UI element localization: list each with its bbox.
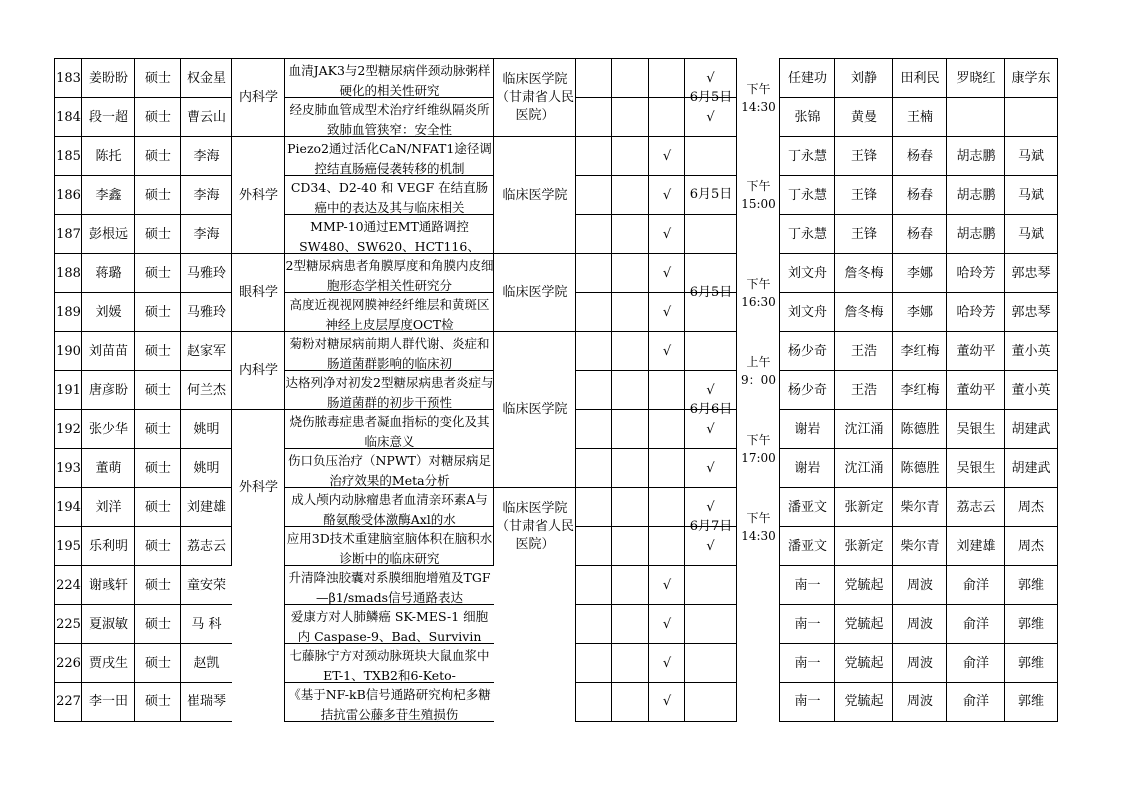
check-mark: √ xyxy=(684,448,737,488)
student-name: 陈托 xyxy=(81,136,135,176)
check-mark xyxy=(575,487,612,527)
advisor-name: 曹云山 xyxy=(180,97,232,137)
check-mark xyxy=(575,682,612,722)
advisor-name: 刘建雄 xyxy=(180,487,232,527)
department: 内科学 xyxy=(231,331,285,410)
check-mark xyxy=(611,604,649,644)
check-mark xyxy=(611,136,649,176)
check-mark xyxy=(575,331,612,371)
degree: 硕士 xyxy=(134,604,181,644)
examiner-name: 南一 xyxy=(779,682,835,722)
college: 临床医学院 xyxy=(493,136,576,254)
thesis-topic: 《基于NF-kB信号通路研究枸杞多糖拮抗雷公藤多苷生殖损伤 xyxy=(284,682,494,722)
student-name: 夏淑敏 xyxy=(81,604,135,644)
examiner-name: 丁永慧 xyxy=(779,214,835,254)
check-mark xyxy=(648,448,685,488)
examiner-name: 詹冬梅 xyxy=(834,292,893,332)
degree: 硕士 xyxy=(134,448,181,488)
check-mark: √ xyxy=(648,253,685,293)
degree: 硕士 xyxy=(134,175,181,215)
examiner-name xyxy=(946,97,1005,137)
examiner-name: 杨少奇 xyxy=(779,331,835,371)
student-name: 李鑫 xyxy=(81,175,135,215)
examiner-name: 詹冬梅 xyxy=(834,253,893,293)
examiner-name: 张新定 xyxy=(834,487,893,527)
examiner-name: 王锋 xyxy=(834,175,893,215)
examiner-name: 胡志鹏 xyxy=(946,214,1005,254)
degree: 硕士 xyxy=(134,136,181,176)
student-number: 187 xyxy=(54,214,82,254)
student-name: 蒋璐 xyxy=(81,253,135,293)
examiner-name: 周杰 xyxy=(1004,487,1058,527)
examiner-name: 陈德胜 xyxy=(892,448,947,488)
examiner-name: 马斌 xyxy=(1004,136,1058,176)
degree: 硕士 xyxy=(134,292,181,332)
examiner-name: 王楠 xyxy=(892,97,947,137)
student-number: 226 xyxy=(54,643,82,683)
advisor-name: 马雅玲 xyxy=(180,253,232,293)
student-number: 194 xyxy=(54,487,82,527)
check-mark xyxy=(611,565,649,605)
check-mark: √ xyxy=(684,370,737,410)
student-number: 225 xyxy=(54,604,82,644)
defense-time: 上午9：00 xyxy=(736,331,780,410)
check-mark: √ xyxy=(684,409,737,449)
student-name: 贾戌生 xyxy=(81,643,135,683)
examiner-name: 沈江涌 xyxy=(834,409,893,449)
check-mark xyxy=(684,643,737,683)
degree: 硕士 xyxy=(134,643,181,683)
examiner-name: 李娜 xyxy=(892,292,947,332)
check-mark xyxy=(575,97,612,137)
defense-date: 6月5日 xyxy=(684,253,737,332)
examiner-name: 马斌 xyxy=(1004,175,1058,215)
advisor-name: 马雅玲 xyxy=(180,292,232,332)
check-mark xyxy=(648,58,685,98)
thesis-topic: 2型糖尿病患者角膜厚度和角膜内皮细胞形态学相关性研究分 xyxy=(284,253,494,293)
student-number: 188 xyxy=(54,253,82,293)
degree: 硕士 xyxy=(134,565,181,605)
examiner-name: 杨少奇 xyxy=(779,370,835,410)
check-mark xyxy=(611,448,649,488)
check-mark xyxy=(648,370,685,410)
student-number: 195 xyxy=(54,526,82,566)
check-mark xyxy=(575,526,612,566)
examiner-name: 胡建武 xyxy=(1004,409,1058,449)
student-number: 186 xyxy=(54,175,82,215)
examiner-name: 王锋 xyxy=(834,136,893,176)
student-name: 段一超 xyxy=(81,97,135,137)
student-name: 李一田 xyxy=(81,682,135,722)
student-name: 谢彧轩 xyxy=(81,565,135,605)
advisor-name: 李海 xyxy=(180,136,232,176)
check-mark xyxy=(575,58,612,98)
defense-date: 6月5日 xyxy=(684,58,737,137)
thesis-topic: 烧伤脓毒症患者凝血指标的变化及其临床意义 xyxy=(284,409,494,449)
check-mark xyxy=(575,136,612,176)
examiner-name: 周波 xyxy=(892,682,947,722)
examiner-name: 党毓起 xyxy=(834,604,893,644)
check-mark: √ xyxy=(648,331,685,371)
check-mark xyxy=(611,292,649,332)
student-number: 184 xyxy=(54,97,82,137)
check-mark: √ xyxy=(648,565,685,605)
defense-date: 6月7日 xyxy=(684,487,737,566)
student-number: 227 xyxy=(54,682,82,722)
examiner-name: 周波 xyxy=(892,643,947,683)
check-mark xyxy=(648,409,685,449)
degree: 硕士 xyxy=(134,526,181,566)
thesis-topic: 升清降浊胶囊对系膜细胞增殖及TGF—β1/smads信号通路表达 xyxy=(284,565,494,605)
thesis-topic: 达格列净对初发2型糖尿病患者炎症与肠道菌群的初步干预性 xyxy=(284,370,494,410)
student-name: 刘苗苗 xyxy=(81,331,135,371)
check-mark xyxy=(611,331,649,371)
degree: 硕士 xyxy=(134,253,181,293)
check-mark xyxy=(684,565,737,605)
examiner-name: 俞洋 xyxy=(946,643,1005,683)
student-number: 192 xyxy=(54,409,82,449)
advisor-name: 权金星 xyxy=(180,58,232,98)
thesis-topic: Piezo2通过活化CaN/NFAT1途径调控结直肠癌侵袭转移的机制 xyxy=(284,136,494,176)
examiner-name: 董幼平 xyxy=(946,331,1005,371)
student-name: 董萌 xyxy=(81,448,135,488)
examiner-name: 刘建雄 xyxy=(946,526,1005,566)
examiner-name: 哈玲芳 xyxy=(946,253,1005,293)
student-name: 唐彦盼 xyxy=(81,370,135,410)
examiner-name: 王浩 xyxy=(834,331,893,371)
examiner-name: 胡建武 xyxy=(1004,448,1058,488)
examiner-name: 俞洋 xyxy=(946,565,1005,605)
student-name: 彭根远 xyxy=(81,214,135,254)
check-mark xyxy=(575,643,612,683)
college: 临床医学院（甘肃省人民医院） xyxy=(493,487,576,566)
examiner-name: 周波 xyxy=(892,604,947,644)
student-number: 224 xyxy=(54,565,82,605)
examiner-name: 杨春 xyxy=(892,175,947,215)
student-number: 193 xyxy=(54,448,82,488)
degree: 硕士 xyxy=(134,58,181,98)
check-mark xyxy=(611,526,649,566)
examiner-name: 党毓起 xyxy=(834,682,893,722)
thesis-topic: 菊粉对糖尿病前期人群代谢、炎症和肠道菌群影响的临床初 xyxy=(284,331,494,371)
advisor-name: 童安荣 xyxy=(180,565,232,605)
degree: 硕士 xyxy=(134,214,181,254)
examiner-name: 马斌 xyxy=(1004,214,1058,254)
defense-date: 6月5日 xyxy=(684,136,737,254)
college: 临床医学院 xyxy=(493,253,576,332)
student-number: 183 xyxy=(54,58,82,98)
degree: 硕士 xyxy=(134,487,181,527)
examiner-name: 党毓起 xyxy=(834,643,893,683)
thesis-topic: 高度近视视网膜神经纤维层和黄斑区神经上皮层厚度OCT检 xyxy=(284,292,494,332)
defense-date: 6月6日 xyxy=(684,331,737,488)
examiner-name: 董幼平 xyxy=(946,370,1005,410)
advisor-name: 赵家军 xyxy=(180,331,232,371)
examiner-name: 吴银生 xyxy=(946,448,1005,488)
check-mark xyxy=(611,97,649,137)
advisor-name: 李海 xyxy=(180,214,232,254)
examiner-name: 董小英 xyxy=(1004,370,1058,410)
defense-time: 下午14:30 xyxy=(736,487,780,566)
examiner-name: 王浩 xyxy=(834,370,893,410)
check-mark: √ xyxy=(648,604,685,644)
thesis-topic: 成人颅内动脉瘤患者血清亲环素A与酪氨酸受体激酶Axl的水 xyxy=(284,487,494,527)
check-mark xyxy=(575,604,612,644)
examiner-name: 李红梅 xyxy=(892,331,947,371)
examiner-name: 吴银生 xyxy=(946,409,1005,449)
advisor-name: 崔瑞琴 xyxy=(180,682,232,722)
examiner-name: 荔志云 xyxy=(946,487,1005,527)
examiner-name: 黄曼 xyxy=(834,97,893,137)
advisor-name: 姚明 xyxy=(180,448,232,488)
examiner-name: 刘静 xyxy=(834,58,893,98)
check-mark: √ xyxy=(684,526,737,566)
thesis-topic: 爱康方对人肺鳞癌 SK-MES-1 细胞内 Caspase-9、Bad、Survivin xyxy=(284,604,494,644)
defense-time: 下午14:30 xyxy=(736,58,780,137)
examiner-name: 南一 xyxy=(779,565,835,605)
examiner-name: 任建功 xyxy=(779,58,835,98)
college: 临床医学院（甘肃省人民医院） xyxy=(493,58,576,137)
advisor-name: 李海 xyxy=(180,175,232,215)
check-mark: √ xyxy=(684,97,737,137)
examiner-name: 南一 xyxy=(779,604,835,644)
examiner-name: 丁永慧 xyxy=(779,175,835,215)
check-mark: √ xyxy=(648,214,685,254)
examiner-name xyxy=(1004,97,1058,137)
check-mark xyxy=(575,292,612,332)
student-name: 刘媛 xyxy=(81,292,135,332)
thesis-topic: 血清JAK3与2型糖尿病伴颈动脉粥样硬化的相关性研究 xyxy=(284,58,494,98)
examiner-name: 刘文舟 xyxy=(779,292,835,332)
examiner-name: 胡志鹏 xyxy=(946,175,1005,215)
check-mark xyxy=(611,58,649,98)
examiner-name: 郭忠琴 xyxy=(1004,292,1058,332)
defense-time: 下午15:00 xyxy=(736,136,780,254)
examiner-name: 郭忠琴 xyxy=(1004,253,1058,293)
examiner-name: 郭维 xyxy=(1004,682,1058,722)
defense-time: 下午16:30 xyxy=(736,253,780,332)
check-mark: √ xyxy=(684,58,737,98)
check-mark: √ xyxy=(648,175,685,215)
examiner-name: 哈玲芳 xyxy=(946,292,1005,332)
department: 外科学 xyxy=(231,409,285,566)
check-mark xyxy=(611,409,649,449)
advisor-name: 姚明 xyxy=(180,409,232,449)
check-mark xyxy=(611,643,649,683)
student-name: 张少华 xyxy=(81,409,135,449)
check-mark xyxy=(611,487,649,527)
examiner-name: 沈江涌 xyxy=(834,448,893,488)
examiner-name: 郭维 xyxy=(1004,604,1058,644)
examiner-name: 田利民 xyxy=(892,58,947,98)
examiner-name: 周波 xyxy=(892,565,947,605)
examiner-name: 胡志鹏 xyxy=(946,136,1005,176)
check-mark xyxy=(575,409,612,449)
examiner-name: 俞洋 xyxy=(946,682,1005,722)
check-mark xyxy=(575,253,612,293)
examiner-name: 王锋 xyxy=(834,214,893,254)
degree: 硕士 xyxy=(134,331,181,371)
student-number: 185 xyxy=(54,136,82,176)
examiner-name: 谢岩 xyxy=(779,448,835,488)
thesis-topic: MMP-10通过EMT通路调控SW480、SW620、HCT116、 xyxy=(284,214,494,254)
examiner-name: 潘亚文 xyxy=(779,526,835,566)
check-mark xyxy=(611,214,649,254)
check-mark: √ xyxy=(648,136,685,176)
examiner-name: 杨春 xyxy=(892,136,947,176)
examiner-name: 丁永慧 xyxy=(779,136,835,176)
check-mark xyxy=(575,370,612,410)
advisor-name: 赵凯 xyxy=(180,643,232,683)
examiner-name: 谢岩 xyxy=(779,409,835,449)
thesis-topic: 应用3D技术重建脑室脑体积在脑积水诊断中的临床研究 xyxy=(284,526,494,566)
examiner-name: 陈德胜 xyxy=(892,409,947,449)
check-mark xyxy=(684,604,737,644)
examiner-name: 杨春 xyxy=(892,214,947,254)
check-mark: √ xyxy=(648,292,685,332)
check-mark xyxy=(575,565,612,605)
student-name: 刘洋 xyxy=(81,487,135,527)
examiner-name: 李红梅 xyxy=(892,370,947,410)
check-mark xyxy=(648,526,685,566)
check-mark xyxy=(611,253,649,293)
student-number: 189 xyxy=(54,292,82,332)
department: 外科学 xyxy=(231,136,285,254)
degree: 硕士 xyxy=(134,409,181,449)
student-number: 190 xyxy=(54,331,82,371)
examiner-name: 周杰 xyxy=(1004,526,1058,566)
check-mark xyxy=(611,175,649,215)
examiner-name: 罗晓红 xyxy=(946,58,1005,98)
advisor-name: 何兰杰 xyxy=(180,370,232,410)
examiner-name: 刘文舟 xyxy=(779,253,835,293)
check-mark xyxy=(611,370,649,410)
check-mark: √ xyxy=(684,487,737,527)
advisor-name: 马 科 xyxy=(180,604,232,644)
examiner-name: 张锦 xyxy=(779,97,835,137)
examiner-name: 康学东 xyxy=(1004,58,1058,98)
check-mark xyxy=(575,175,612,215)
examiner-name: 柴尔青 xyxy=(892,526,947,566)
examiner-name: 李娜 xyxy=(892,253,947,293)
examiner-name: 张新定 xyxy=(834,526,893,566)
check-mark xyxy=(575,448,612,488)
examiner-name: 党毓起 xyxy=(834,565,893,605)
thesis-topic: CD34、D2-40 和 VEGF 在结直肠癌中的表达及其与临床相关 xyxy=(284,175,494,215)
check-mark xyxy=(648,487,685,527)
thesis-topic: 伤口负压治疗（NPWT）对糖尿病足治疗效果的Meta分析 xyxy=(284,448,494,488)
department: 眼科学 xyxy=(231,253,285,332)
degree: 硕士 xyxy=(134,682,181,722)
check-mark: √ xyxy=(648,643,685,683)
examiner-name: 俞洋 xyxy=(946,604,1005,644)
check-mark xyxy=(575,214,612,254)
examiner-name: 郭维 xyxy=(1004,565,1058,605)
check-mark xyxy=(648,97,685,137)
check-mark xyxy=(611,682,649,722)
defense-time: 下午17:00 xyxy=(736,409,780,488)
student-number: 191 xyxy=(54,370,82,410)
examiner-name: 潘亚文 xyxy=(779,487,835,527)
check-mark: √ xyxy=(648,682,685,722)
department: 内科学 xyxy=(231,58,285,137)
check-mark xyxy=(684,682,737,722)
examiner-name: 董小英 xyxy=(1004,331,1058,371)
advisor-name: 荔志云 xyxy=(180,526,232,566)
thesis-topic: 经皮肺血管成型术治疗纤维纵隔炎所致肺血管狭窄：安全性 xyxy=(284,97,494,137)
examiner-name: 郭维 xyxy=(1004,643,1058,683)
college: 临床医学院 xyxy=(493,331,576,488)
degree: 硕士 xyxy=(134,370,181,410)
student-name: 姜盼盼 xyxy=(81,58,135,98)
examiner-name: 南一 xyxy=(779,643,835,683)
degree: 硕士 xyxy=(134,97,181,137)
thesis-topic: 七藤脉宁方对颈动脉斑块大鼠血浆中ET-1、TXB2和6-Keto- xyxy=(284,643,494,683)
examiner-name: 柴尔青 xyxy=(892,487,947,527)
student-name: 乐利明 xyxy=(81,526,135,566)
